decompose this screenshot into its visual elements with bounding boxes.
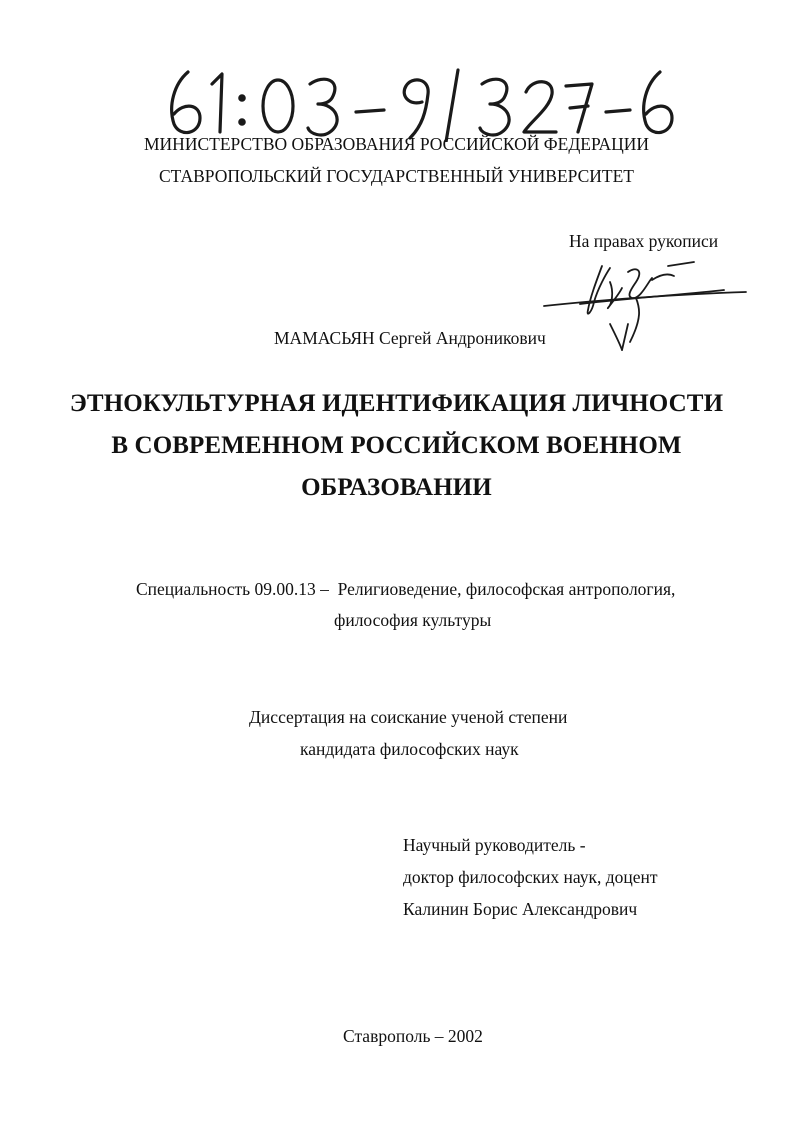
supervisor-label: Научный руководитель - [403, 835, 586, 855]
specialty-line-1: Специальность 09.00.13 – Религиоведение, философская антропология, [136, 579, 676, 599]
author-signature [540, 252, 750, 352]
degree-line-2: кандидата философских наук [300, 739, 519, 759]
dissertation-title-line-2: В СОВРЕМЕННОМ РОССИЙСКОМ ВОЕННОМ [111, 432, 682, 459]
rights-note: На правах рукописи [569, 231, 719, 251]
specialty-line-2: философия культуры [334, 610, 492, 630]
dissertation-title-line-3: ОБРАЗОВАНИИ [301, 474, 492, 501]
supervisor-name: Калинин Борис Александрович [403, 899, 638, 919]
supervisor-degree: доктор философских наук, доцент [403, 867, 658, 887]
degree-line-1: Диссертация на соискание ученой степени [249, 707, 568, 727]
ministry-heading: МИНИСТЕРСТВО ОБРАЗОВАНИЯ РОССИЙСКОЙ ФЕДЕРАЦИИ [143, 134, 649, 154]
city-year: Ставрополь – 2002 [343, 1026, 483, 1046]
dissertation-title-line-1: ЭТНОКУЛЬТУРНАЯ ИДЕНТИФИКАЦИЯ ЛИЧНОСТИ [69, 390, 724, 417]
author-name: МАМАСЬЯН Сергей Андроникович [274, 328, 546, 348]
archive-number-text [168, 68, 631, 131]
university-heading: СТАВРОПОЛЬСКИЙ ГОСУДАРСТВЕННЫЙ УНИВЕРСИТЕТ [158, 166, 634, 186]
